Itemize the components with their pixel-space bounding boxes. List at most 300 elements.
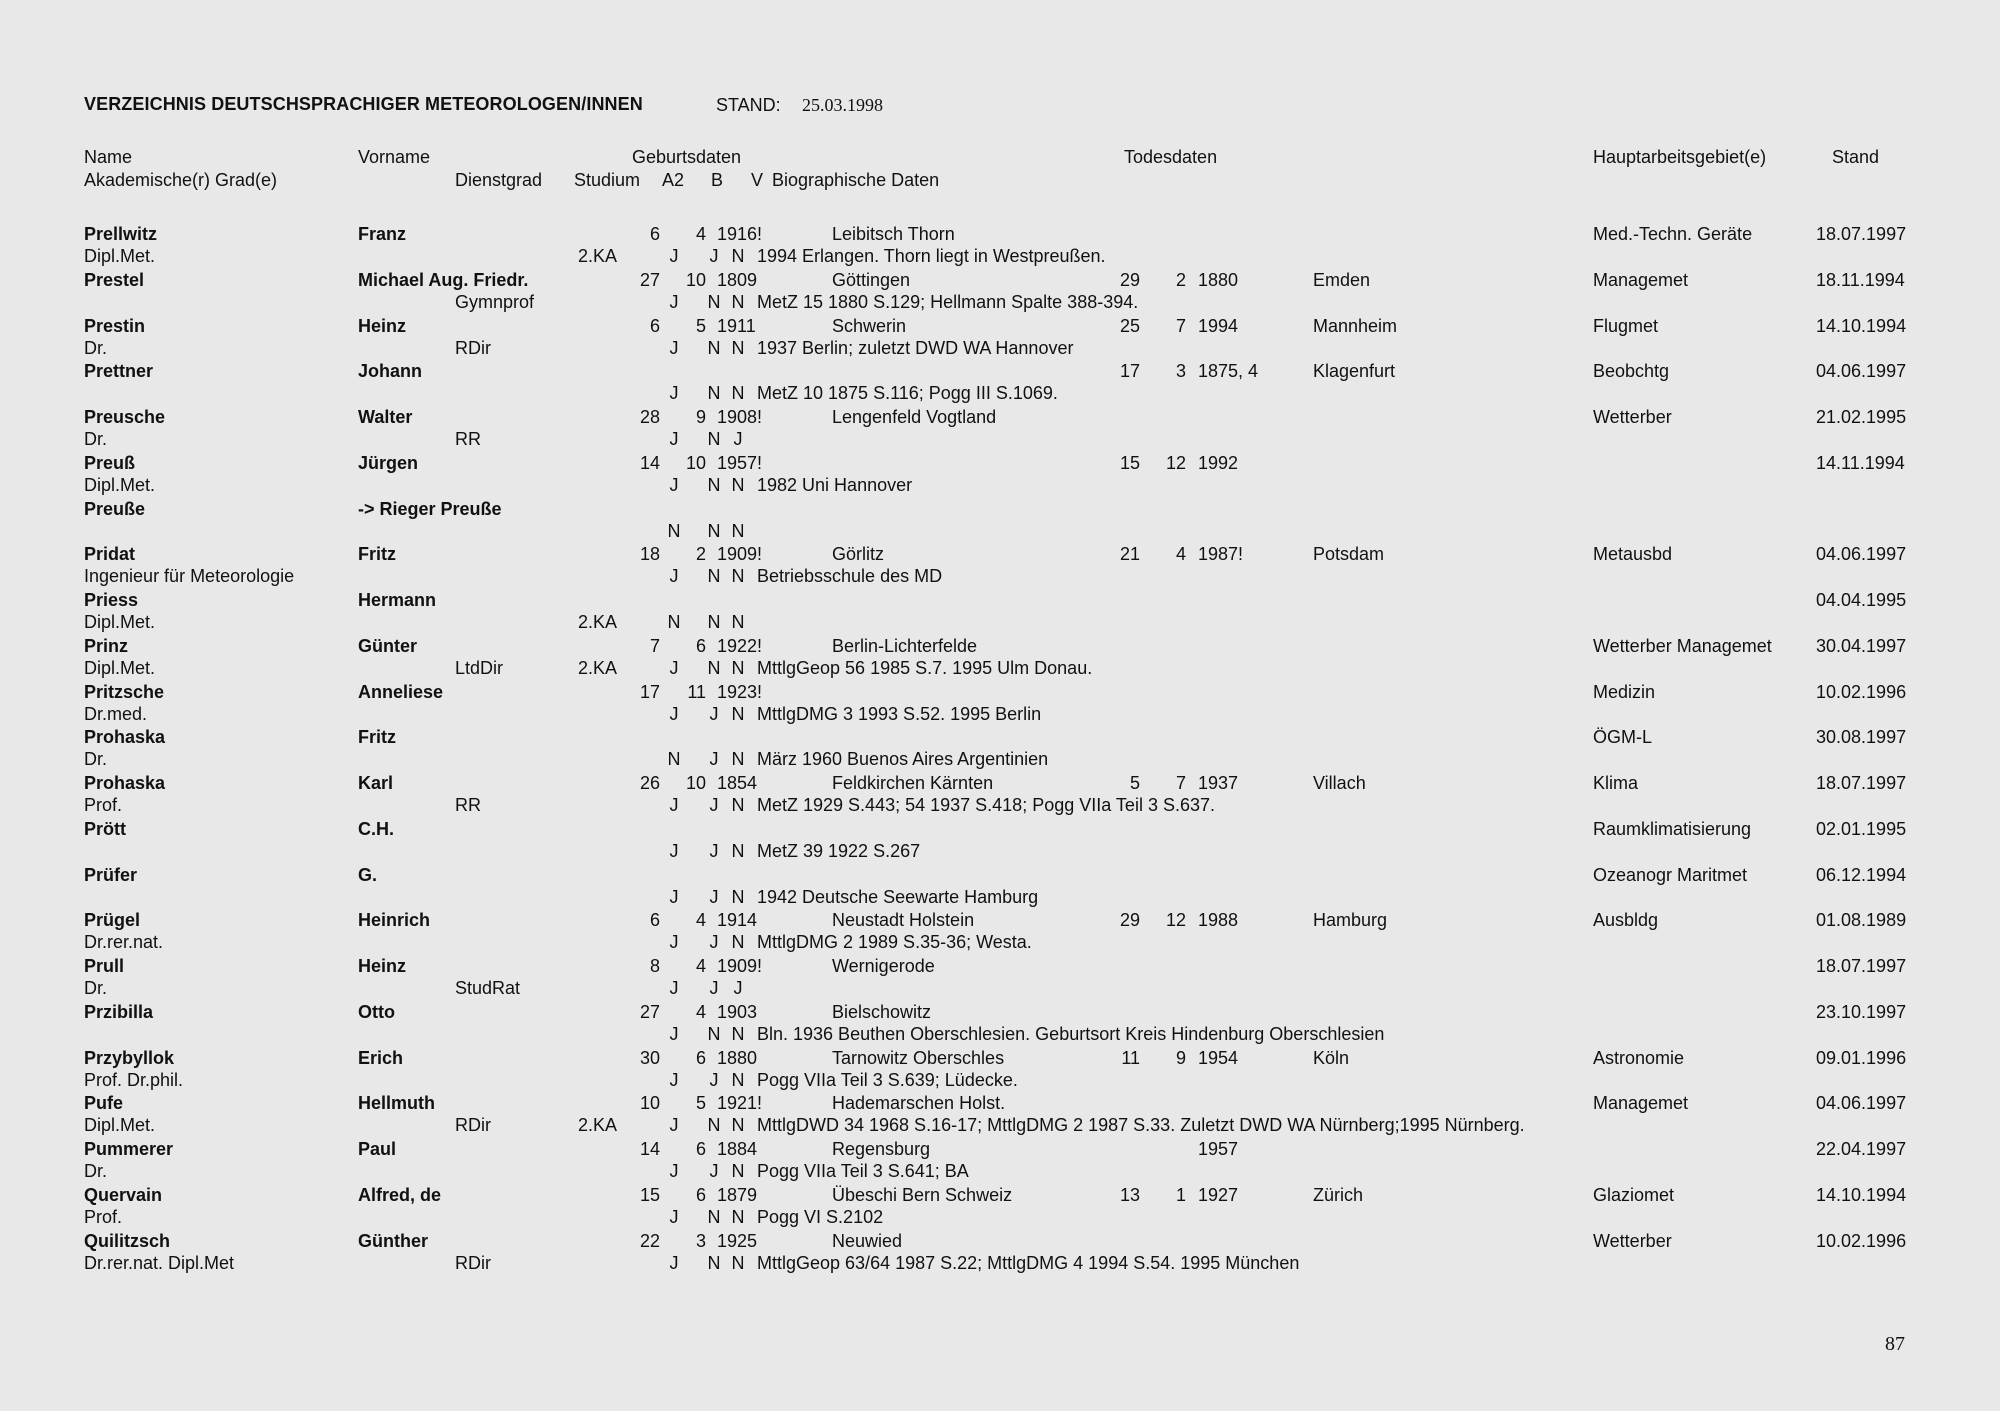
- entry-a2: J: [669, 657, 679, 678]
- entry-bio: Pogg VIIa Teil 3 S.641; BA: [757, 1161, 969, 1181]
- entry-grad: Dr.med.: [84, 703, 148, 724]
- entry-b: N: [707, 383, 721, 404]
- entry-vorname: C.H.: [358, 818, 394, 839]
- entry-vorname: Otto: [358, 1001, 395, 1022]
- entry-grad: Dr.: [84, 429, 108, 449]
- entry-vorname: Paul: [358, 1139, 397, 1159]
- entry-birth-day: 10: [639, 1093, 660, 1114]
- entry-death-day: 15: [1119, 452, 1140, 473]
- entry-death-year: 1988: [1198, 910, 1239, 931]
- entry-vorname: G.: [358, 864, 378, 885]
- entry-birth-month: 10: [685, 269, 706, 290]
- entry-birth-day: 27: [639, 1001, 660, 1022]
- entry-vorname: Günter: [358, 635, 418, 656]
- entry-birth-month: 4: [695, 1001, 706, 1022]
- entry-vorname: Hermann: [358, 590, 437, 610]
- entry-a2: J: [669, 566, 679, 587]
- entry-stand: 14.11.1994: [1816, 452, 1905, 473]
- col-header-grad: Akademische(r) Grad(e): [84, 170, 278, 190]
- entry-name: Prettner: [84, 361, 154, 382]
- entry-vorname: Erich: [358, 1047, 404, 1068]
- entry-hauptarbeitsgebiet: Ausbldg: [1593, 910, 1659, 931]
- entry-grad: Prof. Dr.phil.: [84, 1069, 184, 1090]
- entry-dienstgrad: Gymnprof: [455, 291, 535, 312]
- entry-birth-year: 1880: [717, 1047, 758, 1068]
- entry-name: Prohaska: [84, 773, 166, 793]
- entry-death-day: 25: [1119, 315, 1140, 336]
- entry-death-day: 11: [1121, 1047, 1140, 1068]
- entry-b: N: [707, 291, 721, 312]
- entry-death-year: 1927: [1198, 1184, 1239, 1205]
- entry-dienstgrad: RR: [455, 429, 481, 449]
- entry-stand: 10.02.1996: [1816, 681, 1907, 702]
- entry-bio: MttlgGeop 63/64 1987 S.22; MttlgDMG 4 1994 S.54. 1995 München: [757, 1252, 1300, 1273]
- entry-stand: 30.08.1997: [1816, 727, 1907, 748]
- entry-v: N: [731, 566, 745, 587]
- entry-birth-place: Regensburg: [832, 1139, 931, 1159]
- col-header-name: Name: [84, 147, 133, 167]
- entry-v: N: [731, 703, 745, 724]
- entry-v: N: [731, 474, 745, 495]
- entry-v: N: [731, 1023, 745, 1044]
- entry-hauptarbeitsgebiet: Wetterber: [1593, 407, 1672, 427]
- entry-death-year: 1954: [1198, 1047, 1239, 1068]
- entry-birth-day: 8: [649, 956, 660, 976]
- entry-vorname: -> Rieger Preuße: [358, 498, 502, 519]
- entry-birth-day: 7: [649, 635, 660, 656]
- entry-birth-year: 1884: [717, 1139, 758, 1159]
- entry-birth-place: Wernigerode: [832, 956, 935, 976]
- entry-grad: Prof.: [84, 1206, 123, 1227]
- entry-birth-month: 9: [695, 407, 706, 427]
- entry-name: Pummerer: [84, 1139, 174, 1159]
- entry-name: Pritzsche: [84, 681, 165, 702]
- entry-a2: J: [669, 246, 679, 266]
- entry-bio: MetZ 1929 S.443; 54 1937 S.418; Pogg VIIa Teil 3 S.637.: [757, 795, 1215, 815]
- entry-death-year: 1994: [1198, 315, 1239, 336]
- entry-stand: 18.07.1997: [1816, 224, 1907, 244]
- entry-dienstgrad: RDir: [455, 1252, 491, 1273]
- entry-b: J: [709, 1161, 719, 1181]
- entry-stand: 06.12.1994: [1816, 864, 1907, 885]
- entry-stand: 18.07.1997: [1816, 773, 1907, 793]
- entry-v: N: [731, 657, 745, 678]
- entry-birth-month: 11: [687, 681, 706, 702]
- entry-vorname: Heinz: [358, 956, 407, 976]
- entry-stand: 04.06.1997: [1816, 1093, 1907, 1114]
- entry-hauptarbeitsgebiet: Flugmet: [1593, 315, 1659, 336]
- entry-birth-place: Tarnowitz Oberschles: [832, 1047, 1005, 1068]
- entry-death-year: 1880: [1198, 269, 1239, 290]
- entry-b: J: [709, 978, 719, 998]
- entry-a2: N: [667, 749, 681, 770]
- entry-hauptarbeitsgebiet: Ozeanogr Maritmet: [1593, 864, 1748, 885]
- entry-hauptarbeitsgebiet: Astronomie: [1593, 1047, 1685, 1068]
- entry-name: Przibilla: [84, 1001, 154, 1022]
- entry-grad: Dipl.Met.: [84, 612, 156, 632]
- entry-vorname: Alfred, de: [358, 1184, 442, 1205]
- entry-name: Prügel: [84, 910, 141, 931]
- entry-v: N: [731, 520, 745, 541]
- entry-death-day: 21: [1119, 544, 1140, 565]
- entry-grad: Ingenieur für Meteorologie: [84, 566, 295, 587]
- entry-a2: J: [669, 840, 679, 861]
- entry-birth-year: 1921!: [717, 1093, 763, 1114]
- entry-stand: 18.11.1994: [1816, 269, 1905, 290]
- entry-b: J: [709, 795, 719, 815]
- entry-death-month: 12: [1165, 910, 1186, 931]
- entry-a2: J: [669, 932, 679, 953]
- entry-birth-year: 1903: [717, 1001, 758, 1022]
- entry-death-place: Köln: [1313, 1047, 1350, 1068]
- entry-bio: Pogg VI S.2102: [757, 1206, 884, 1227]
- entry-bio: 1994 Erlangen. Thorn liegt in Westpreußen.: [757, 246, 1106, 266]
- entry-death-year: 1937: [1198, 773, 1239, 793]
- entry-vorname: Michael Aug. Friedr.: [358, 269, 529, 290]
- entry-v: N: [731, 1252, 745, 1273]
- entry-birth-place: Lengenfeld Vogtland: [832, 407, 997, 427]
- entry-death-place: Potsdam: [1313, 544, 1385, 565]
- entry-v: N: [731, 1206, 745, 1227]
- entry-a2: J: [669, 703, 679, 724]
- entry-stand: 10.02.1996: [1816, 1230, 1907, 1251]
- entry-stand: 02.01.1995: [1816, 818, 1907, 839]
- entry-grad: Dipl.Met.: [84, 657, 156, 678]
- entry-death-month: 4: [1175, 544, 1186, 565]
- stand-label: STAND:: [716, 95, 781, 115]
- entry-death-place: Hamburg: [1313, 910, 1388, 931]
- entry-v: N: [731, 1161, 745, 1181]
- entry-dienstgrad: RR: [455, 795, 481, 815]
- col-header-hauptarbeitsgebiet: Hauptarbeitsgebiet(e): [1593, 147, 1767, 167]
- entry-bio: 1982 Uni Hannover: [757, 474, 913, 495]
- entry-death-day: 29: [1119, 910, 1140, 931]
- entry-birth-year: 1914: [717, 910, 758, 931]
- entry-stand: 04.06.1997: [1816, 544, 1907, 565]
- entry-birth-month: 5: [695, 315, 706, 336]
- entry-name: Prellwitz: [84, 224, 158, 244]
- entry-birth-year: 1923!: [717, 681, 763, 702]
- entry-birth-place: Neuwied: [832, 1230, 903, 1251]
- entry-vorname: Karl: [358, 773, 394, 793]
- entry-birth-day: 14: [639, 1139, 660, 1159]
- entry-b: N: [707, 657, 721, 678]
- entry-name: Quervain: [84, 1184, 163, 1205]
- entry-bio: MttlgGeop 56 1985 S.7. 1995 Ulm Donau.: [757, 657, 1093, 678]
- entry-stand: 30.04.1997: [1816, 635, 1907, 656]
- entry-name: Prestel: [84, 269, 145, 290]
- entry-bio: Betriebsschule des MD: [757, 566, 943, 587]
- entry-hauptarbeitsgebiet: Managemet: [1593, 269, 1689, 290]
- entry-v: N: [731, 291, 745, 312]
- entry-name: Prestin: [84, 315, 146, 336]
- entry-bio: MetZ 39 1922 S.267: [757, 840, 921, 861]
- entry-v: N: [731, 337, 745, 358]
- entry-birth-day: 26: [639, 773, 660, 793]
- entry-name: Prött: [84, 818, 126, 839]
- entry-bio: MetZ 10 1875 S.116; Pogg III S.1069.: [757, 383, 1058, 404]
- entry-v: N: [731, 612, 745, 632]
- entry-bio: Bln. 1936 Beuthen Oberschlesien. Geburtsort Kreis Hindenburg Oberschlesien: [757, 1023, 1385, 1044]
- entry-hauptarbeitsgebiet: Med.-Techn. Geräte: [1593, 224, 1753, 244]
- entry-bio: MttlgDMG 3 1993 S.52. 1995 Berlin: [757, 703, 1042, 724]
- entry-vorname: Hellmuth: [358, 1093, 436, 1114]
- entry-b: N: [707, 1206, 721, 1227]
- entry-death-month: 7: [1175, 315, 1186, 336]
- entry-stand: 14.10.1994: [1816, 1184, 1907, 1205]
- entry-stand: 18.07.1997: [1816, 956, 1907, 976]
- entry-a2: J: [669, 978, 679, 998]
- entry-a2: J: [669, 1069, 679, 1090]
- entry-name: Preuße: [84, 498, 146, 519]
- entry-a2: N: [667, 520, 681, 541]
- entry-bio: MetZ 15 1880 S.129; Hellmann Spalte 388-394.: [757, 291, 1139, 312]
- entry-birth-day: 14: [639, 452, 660, 473]
- entry-b: N: [707, 566, 721, 587]
- page-number: 87: [1885, 1333, 1905, 1355]
- entry-birth-month: 4: [695, 910, 706, 931]
- entry-vorname: Jürgen: [358, 452, 419, 473]
- entry-death-place: Zürich: [1313, 1184, 1364, 1205]
- entry-birth-day: 22: [639, 1230, 660, 1251]
- entry-a2: J: [669, 886, 679, 907]
- entry-v: N: [731, 1115, 745, 1136]
- entry-hauptarbeitsgebiet: Raumklimatisierung: [1593, 818, 1752, 839]
- col-header-dienstgrad: Dienstgrad: [455, 170, 543, 190]
- entry-b: J: [709, 246, 719, 266]
- entry-birth-month: 3: [695, 1230, 706, 1251]
- entry-v: N: [731, 749, 745, 770]
- entry-b: J: [709, 1069, 719, 1090]
- entry-vorname: Heinz: [358, 315, 407, 336]
- entry-a2: J: [669, 1115, 679, 1136]
- entry-stand: 22.04.1997: [1816, 1139, 1907, 1159]
- entry-bio: MttlgDWD 34 1968 S.16-17; MttlgDMG 2 1987 S.33. Zuletzt DWD WA Nürnberg;1995 Nürnberg.: [757, 1115, 1525, 1136]
- entry-stand: 14.10.1994: [1816, 315, 1907, 336]
- entry-grad: Dipl.Met.: [84, 474, 156, 495]
- entry-vorname: Günther: [358, 1230, 428, 1251]
- entry-birth-month: 6: [695, 1047, 706, 1068]
- entry-death-year: 1987!: [1198, 544, 1244, 565]
- entry-grad: Dipl.Met.: [84, 1115, 156, 1136]
- entry-birth-place: Berlin-Lichterfelde: [832, 635, 978, 656]
- entry-a2: J: [669, 429, 679, 449]
- col-header-vorname: Vorname: [358, 147, 431, 167]
- entry-death-day: 17: [1119, 361, 1140, 382]
- entry-birth-month: 10: [685, 773, 706, 793]
- entry-b: N: [707, 520, 721, 541]
- entry-dienstgrad: LtdDir: [455, 657, 504, 678]
- entry-death-year: 1992: [1198, 452, 1239, 473]
- entry-bio: März 1960 Buenos Aires Argentinien: [757, 749, 1049, 770]
- entry-hauptarbeitsgebiet: Wetterber Managemet: [1593, 635, 1772, 656]
- entry-a2: J: [669, 337, 679, 358]
- entry-v: N: [731, 246, 745, 266]
- entry-birth-month: 6: [695, 635, 706, 656]
- entry-hauptarbeitsgebiet: Wetterber: [1593, 1230, 1672, 1251]
- entry-name: Priess: [84, 590, 139, 610]
- entry-vorname: Anneliese: [358, 681, 444, 702]
- entry-birth-month: 4: [695, 956, 706, 976]
- entry-birth-place: Übeschi Bern Schweiz: [832, 1184, 1013, 1205]
- entry-hauptarbeitsgebiet: Managemet: [1593, 1093, 1689, 1114]
- entry-a2: N: [667, 612, 681, 632]
- entry-v: J: [733, 429, 743, 449]
- entry-grad: Dipl.Met.: [84, 246, 156, 266]
- entry-a2: J: [669, 1206, 679, 1227]
- entry-stand: 01.08.1989: [1816, 910, 1907, 931]
- entry-birth-month: 2: [695, 544, 706, 565]
- entry-birth-day: 6: [649, 224, 660, 244]
- entry-birth-place: Schwerin: [832, 315, 907, 336]
- entry-vorname: Heinrich: [358, 910, 431, 931]
- entry-birth-day: 18: [639, 544, 660, 565]
- entry-birth-year: 1911: [717, 315, 756, 336]
- entry-death-month: 3: [1175, 361, 1186, 382]
- entry-death-day: 5: [1129, 773, 1140, 793]
- col-header-studium: Studium: [574, 170, 641, 190]
- entry-grad: Dr.: [84, 337, 108, 358]
- col-header-bio: Biographische Daten: [772, 170, 940, 190]
- entry-death-year: 1875, 4: [1198, 361, 1259, 382]
- entry-birth-month: 6: [695, 1184, 706, 1205]
- entry-a2: J: [669, 1252, 679, 1273]
- entry-birth-day: 30: [639, 1047, 660, 1068]
- entry-v: N: [731, 1069, 745, 1090]
- entry-b: N: [707, 612, 721, 632]
- col-header-geburtsdaten: Geburtsdaten: [632, 147, 742, 167]
- entry-birth-year: 1879: [717, 1184, 758, 1205]
- entry-b: J: [709, 840, 719, 861]
- entry-hauptarbeitsgebiet: Klima: [1593, 773, 1639, 793]
- entry-birth-place: Leibitsch Thorn: [832, 224, 955, 244]
- entry-b: N: [707, 429, 721, 449]
- entry-a2: J: [669, 1023, 679, 1044]
- entry-hauptarbeitsgebiet: Metausbd: [1593, 544, 1673, 565]
- entry-v: N: [731, 840, 745, 861]
- col-header-stand: Stand: [1832, 147, 1880, 167]
- entry-b: J: [709, 703, 719, 724]
- entry-birth-day: 15: [639, 1184, 660, 1205]
- entry-vorname: Walter: [358, 407, 413, 427]
- col-header-a2: A2: [662, 170, 685, 190]
- entry-dienstgrad: RDir: [455, 337, 491, 358]
- entry-death-month: 7: [1175, 773, 1186, 793]
- entry-studium: 2.KA: [578, 657, 618, 678]
- entry-birth-month: 4: [695, 224, 706, 244]
- entry-hauptarbeitsgebiet: ÖGM-L: [1593, 727, 1653, 748]
- entry-grad: Dr.: [84, 1161, 108, 1181]
- entry-v: N: [731, 795, 745, 815]
- entry-grad: Dr.rer.nat. Dipl.Met: [84, 1252, 235, 1273]
- entry-hauptarbeitsgebiet: Medizin: [1593, 681, 1656, 702]
- entry-birth-place: Neustadt Holstein: [832, 910, 975, 931]
- entry-a2: J: [669, 1161, 679, 1181]
- entry-birth-place: Göttingen: [832, 269, 911, 290]
- entry-bio: 1937 Berlin; zuletzt DWD WA Hannover: [757, 337, 1074, 358]
- entry-name: Prinz: [84, 635, 129, 656]
- entry-stand: 04.06.1997: [1816, 361, 1907, 382]
- entry-birth-place: Görlitz: [832, 544, 885, 565]
- entry-b: J: [709, 932, 719, 953]
- entry-birth-month: 10: [685, 452, 706, 473]
- entry-bio: 1942 Deutsche Seewarte Hamburg: [757, 886, 1039, 907]
- entry-death-month: 12: [1165, 452, 1186, 473]
- entry-hauptarbeitsgebiet: Glaziomet: [1593, 1184, 1675, 1205]
- entry-studium: 2.KA: [578, 246, 618, 266]
- entry-birth-year: 1908!: [717, 407, 763, 427]
- entry-grad: Dr.rer.nat.: [84, 932, 164, 953]
- entry-v: N: [731, 886, 745, 907]
- entry-name: Preusche: [84, 407, 166, 427]
- entry-name: Prohaska: [84, 727, 166, 748]
- entry-birth-day: 27: [639, 269, 660, 290]
- entry-birth-place: Feldkirchen Kärnten: [832, 773, 994, 793]
- entry-vorname: Franz: [358, 224, 407, 244]
- entry-vorname: Fritz: [358, 727, 396, 748]
- entry-birth-year: 1809: [717, 269, 758, 290]
- entry-birth-year: 1957!: [717, 452, 763, 473]
- entry-death-place: Klagenfurt: [1313, 361, 1396, 382]
- entry-death-day: 29: [1119, 269, 1140, 290]
- entry-studium: 2.KA: [578, 612, 618, 632]
- entry-dienstgrad: StudRat: [455, 978, 521, 998]
- col-header-b: B: [711, 170, 724, 190]
- entry-grad: Prof.: [84, 795, 123, 815]
- entry-grad: Dr.: [84, 978, 108, 998]
- entry-grad: Dr.: [84, 749, 108, 770]
- entry-bio: MttlgDMG 2 1989 S.35-36; Westa.: [757, 932, 1032, 953]
- entry-b: N: [707, 474, 721, 495]
- entry-bio: Pogg VIIa Teil 3 S.639; Lüdecke.: [757, 1069, 1018, 1090]
- entry-stand: 21.02.1995: [1816, 407, 1907, 427]
- entry-birth-month: 6: [695, 1139, 706, 1159]
- entry-death-month: 9: [1175, 1047, 1186, 1068]
- entry-death-year: 1957: [1198, 1139, 1239, 1159]
- entry-death-place: Mannheim: [1313, 315, 1398, 336]
- entry-birth-day: 6: [649, 315, 660, 336]
- entry-name: Preuß: [84, 452, 136, 473]
- entry-birth-day: 28: [639, 407, 660, 427]
- entry-birth-year: 1909!: [717, 956, 763, 976]
- entry-name: Quilitzsch: [84, 1230, 171, 1251]
- entry-birth-year: 1916!: [717, 224, 763, 244]
- entry-stand: 09.01.1996: [1816, 1047, 1907, 1068]
- entry-vorname: Fritz: [358, 544, 396, 565]
- entry-name: Przybyllok: [84, 1047, 175, 1068]
- stand-date: 25.03.1998: [802, 95, 883, 115]
- entry-b: N: [707, 1115, 721, 1136]
- entry-birth-year: 1909!: [717, 544, 763, 565]
- entry-v: J: [733, 978, 743, 998]
- document-title: VERZEICHNIS DEUTSCHSPRACHIGER METEOROLOGEN/INNEN: [84, 94, 643, 114]
- entry-name: Pufe: [84, 1093, 124, 1114]
- entry-b: N: [707, 337, 721, 358]
- entry-a2: J: [669, 474, 679, 495]
- entry-b: J: [709, 886, 719, 907]
- col-header-todesdaten: Todesdaten: [1124, 147, 1218, 167]
- entry-death-month: 2: [1175, 269, 1186, 290]
- entry-b: N: [707, 1252, 721, 1273]
- entry-stand: 23.10.1997: [1816, 1001, 1907, 1022]
- entry-death-month: 1: [1175, 1184, 1186, 1205]
- entry-birth-place: Bielschowitz: [832, 1001, 932, 1022]
- entry-death-place: Emden: [1313, 269, 1371, 290]
- entry-name: Prull: [84, 956, 125, 976]
- entry-birth-year: 1922!: [717, 635, 763, 656]
- entry-birth-month: 5: [695, 1093, 706, 1114]
- entry-birth-year: 1854: [717, 773, 758, 793]
